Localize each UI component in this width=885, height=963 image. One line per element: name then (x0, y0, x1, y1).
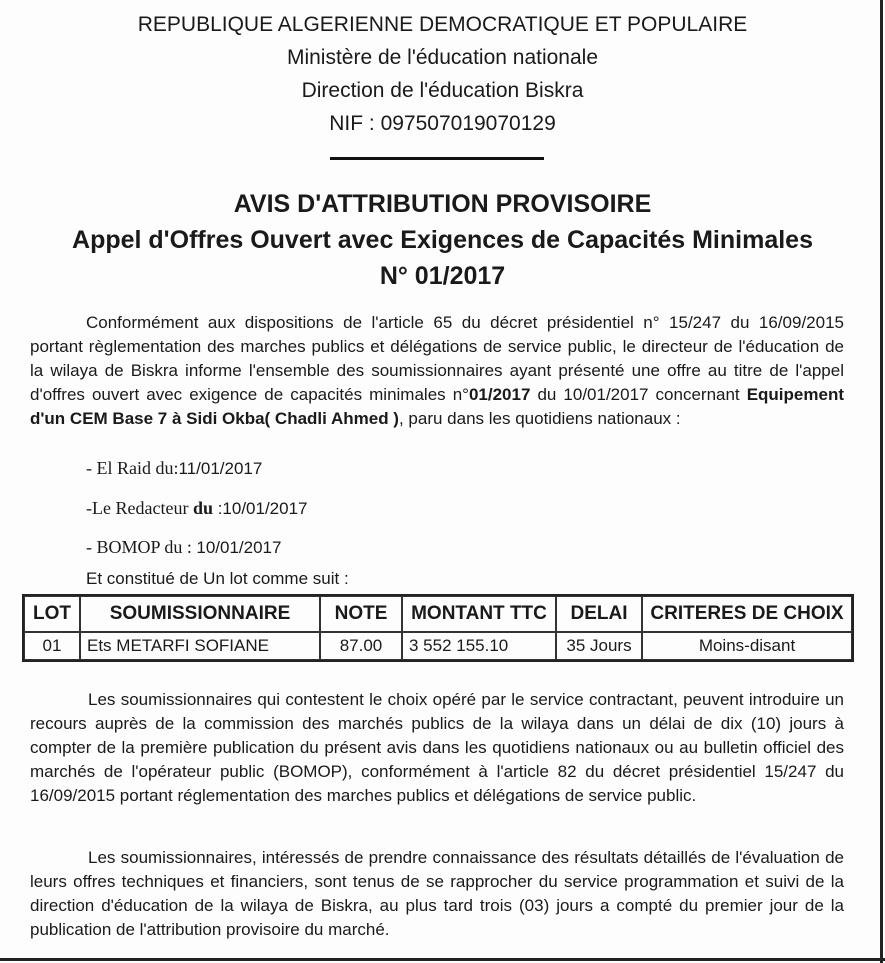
header-direction: Direction de l'éducation Biskra (301, 79, 584, 102)
title-number: N° 01/2017 (379, 262, 506, 290)
publication-date: 11/01/2017 (178, 459, 263, 478)
publication-prefix: - BOMOP du : (86, 537, 197, 557)
table-header-row (24, 596, 852, 632)
intro-text-3: , paru dans les quotidiens nationaux : (398, 409, 681, 428)
attribution-table (22, 594, 854, 662)
col-criteres: CRITERES DE CHOIX (642, 596, 852, 632)
col-soumissionnaire: SOUMISSIONNAIRE (80, 596, 320, 632)
cell-montant: 3 552 155.10 (402, 632, 556, 660)
intro-number: 01/2017 (468, 385, 531, 404)
scan-border-bottom (0, 958, 885, 961)
table-row (24, 632, 852, 660)
resultats-text: Les soumissionnaires, intéressés de prendre connaissance des résultats détaillés de l'évaluation de leurs offres techniques et financiers, sont tenus de se rapprocher du service programmation et suivi de la direction d'éducation de la wilaya de Biskra, au plus tard trois (03) jours a compté du premier jour de la publication de l'attribution provisoire du marché. (30, 848, 844, 939)
recours-paragraph (30, 688, 844, 808)
resultats-paragraph (30, 846, 844, 942)
header-separator (330, 157, 544, 160)
col-delai: DELAI (556, 596, 642, 632)
cell-criteres: Moins-disant (642, 632, 852, 660)
header-republic: REPUBLIQUE ALGERIENNE DEMOCRATIQUE ET POPULAIRE (137, 13, 748, 36)
publication-prefix: -Le Redacteur (86, 498, 193, 518)
recours-text: Les soumissionnaires qui contestent le choix opéré par le service contractant, peuvent introduire un recours auprès de la commission des marchés publics de la wilaya dans un délai de dix (10) jours à compter de la première publication du présent avis dans les quotidiens nationaux ou au bulletin officiel des marchés de l'opérateur public (BOMOP), conformément à l'article 82 du décret présidentiel 15/247 du 16/09/2015 portant réglementation des marches publics et délégations de service public. (30, 690, 844, 805)
title-avis: AVIS D'ATTRIBUTION PROVISOIRE (233, 190, 652, 218)
publication-el-raid (86, 458, 262, 479)
publication-date: 10/01/2017 (222, 499, 308, 518)
cell-soumissionnaire: Ets METARFI SOFIANE (80, 632, 320, 660)
publication-date: 10/01/2017 (196, 538, 282, 557)
cell-note: 87.00 (320, 632, 402, 660)
publication-prefix: - El Raid du: (86, 458, 179, 478)
col-montant: MONTANT TTC (402, 596, 556, 632)
document-header (0, 8, 885, 140)
scan-border-right (880, 0, 883, 963)
header-nif: NIF : 097507019070129 (329, 112, 556, 135)
col-lot: LOT (24, 596, 80, 632)
publication-du: du (192, 498, 213, 518)
publication-sep: : (212, 499, 223, 518)
publication-redacteur (86, 498, 308, 519)
intro-text-2: du 10/01/2017 concernant (530, 385, 747, 404)
publication-bomop (86, 537, 281, 558)
lot-intro: Et constitué de Un lot comme suit : (86, 569, 349, 588)
cell-delai: 35 Jours (556, 632, 642, 660)
title-appel: Appel d'Offres Ouvert avec Exigences de Capacités Minimales (72, 226, 813, 254)
col-note: NOTE (320, 596, 402, 632)
document-title (0, 186, 885, 294)
intro-paragraph (30, 311, 844, 431)
cell-lot: 01 (24, 632, 80, 660)
intro-text-1: Conformément aux dispositions de l'article 65 du décret présidentiel n° 15/247 du 16/09/2015 portant règlementation des marches publics et délégations de service public, le directeur de l'éducation de la wilaya de Biskra informe l'ensemble des soumissionnaires ayant présenté une offre au titre de l'appel d'offres ouvert avec exigence de capacités minimales n° (30, 313, 844, 404)
header-ministry: Ministère de l'éducation nationale (286, 46, 599, 69)
intro-subject: Equipement d'un CEM Base 7 à Sidi Okba( Chadli Ahmed ) (30, 385, 844, 428)
